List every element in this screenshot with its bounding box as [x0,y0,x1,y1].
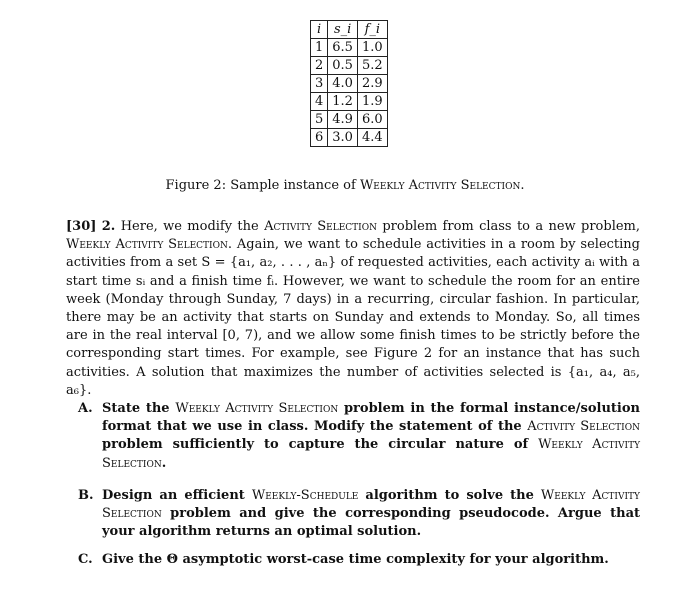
instance-table-container [310,20,388,147]
part-c [78,551,640,569]
table-body [311,39,388,147]
cell-s: 1.2 [328,93,358,111]
cell-i: 4 [311,93,328,111]
part-a-t3: problem sufficiently to capture the circular nature of [102,437,539,453]
problem-number: 2. [101,219,116,234]
problem-name-activity-selection: Activity Selection [264,219,377,234]
caption-suffix: . [520,178,525,193]
problem-text-3: . Again, we want to schedule activities in a room by selecting activities from a set S = {a₁, a₂, . . . , aₙ} of requested activities, each activity aᵢ with a start time sᵢ and a finish time fᵢ. However, we want to schedule the room for an entire week (Monday through Sunday, 7 days) in a recurring, circular fashion. In particular, there may be an activity that starts on Sunday and extends to Monday. So, all times are in the real interval [0, 7), and we allow some finish times to be strictly before the corresponding start times. For example, see Figure 2 for an instance that has such activities. A solution that maximizes the number of activities selected is {a₁, a₄, a₅, a₆}. [66,237,641,398]
part-b-n1: Weekly-Schedule [251,487,359,503]
header-f: f_i [357,21,387,39]
part-a [78,400,640,473]
part-a-label: A. [78,401,93,416]
part-a-n1: Weekly Activity Selection [175,401,339,416]
cell-i: 5 [311,111,328,129]
cell-f: 1.9 [357,93,387,111]
table-row [311,111,388,129]
part-a-n2: Activity Selection [527,419,640,435]
table-row [311,57,388,75]
cell-s: 3.0 [328,129,358,147]
problem-statement [66,218,640,400]
part-b-n2: Weekly Activity Selection [102,487,640,522]
cell-i: 3 [311,75,328,93]
part-a-t4: . [161,455,167,471]
table-header-row [311,21,388,39]
header-s: s_i [328,21,358,39]
cell-s: 6.5 [328,39,358,57]
cell-i: 1 [311,39,328,57]
instance-table [310,20,388,147]
table-row [311,75,388,93]
part-a-t2: problem in the formal instance/solution format that we use in class. Modify the statement of the [102,401,640,435]
table-row [311,129,388,147]
problem-points: [30] [66,219,97,234]
cell-f: 4.4 [357,129,387,147]
table-row [311,93,388,111]
header-i: i [311,21,328,39]
problem-parts [78,400,640,580]
part-b-t2: algorithm to solve the [358,487,541,503]
caption-prefix: Figure 2: Sample instance of [165,178,360,193]
cell-i: 2 [311,57,328,75]
cell-f: 2.9 [357,75,387,93]
cell-f: 1.0 [357,39,387,57]
cell-s: 4.0 [328,75,358,93]
cell-s: 4.9 [328,111,358,129]
table-row [311,39,388,57]
part-c-t1: Give the Θ asymptotic worst-case time complexity for your algorithm. [102,552,609,568]
problem-text-1: Here, we modify the [115,219,265,234]
part-b-label: B. [78,487,94,503]
cell-i: 6 [311,129,328,147]
problem-text-2: problem from class to a new problem, [376,219,640,234]
figure-caption [0,178,690,193]
cell-f: 5.2 [357,57,387,75]
caption-problem-name: Weekly Activity Selection [359,178,521,193]
part-b [78,487,640,542]
problem-name-weekly: Weekly Activity Selection [66,237,228,253]
part-a-text [102,400,640,473]
part-c-label: C. [78,552,93,568]
part-b-text [102,487,640,542]
part-a-t1: State the [102,401,176,416]
part-a-n3: Weekly Activity Selection [102,437,641,471]
part-c-text [102,551,609,569]
part-b-t3: problem and give the corresponding pseudocode. Argue that your algorithm returns an optimal solution. [102,506,640,540]
cell-f: 6.0 [357,111,387,129]
cell-s: 0.5 [328,57,358,75]
part-b-t1: Design an efficient [102,487,252,503]
